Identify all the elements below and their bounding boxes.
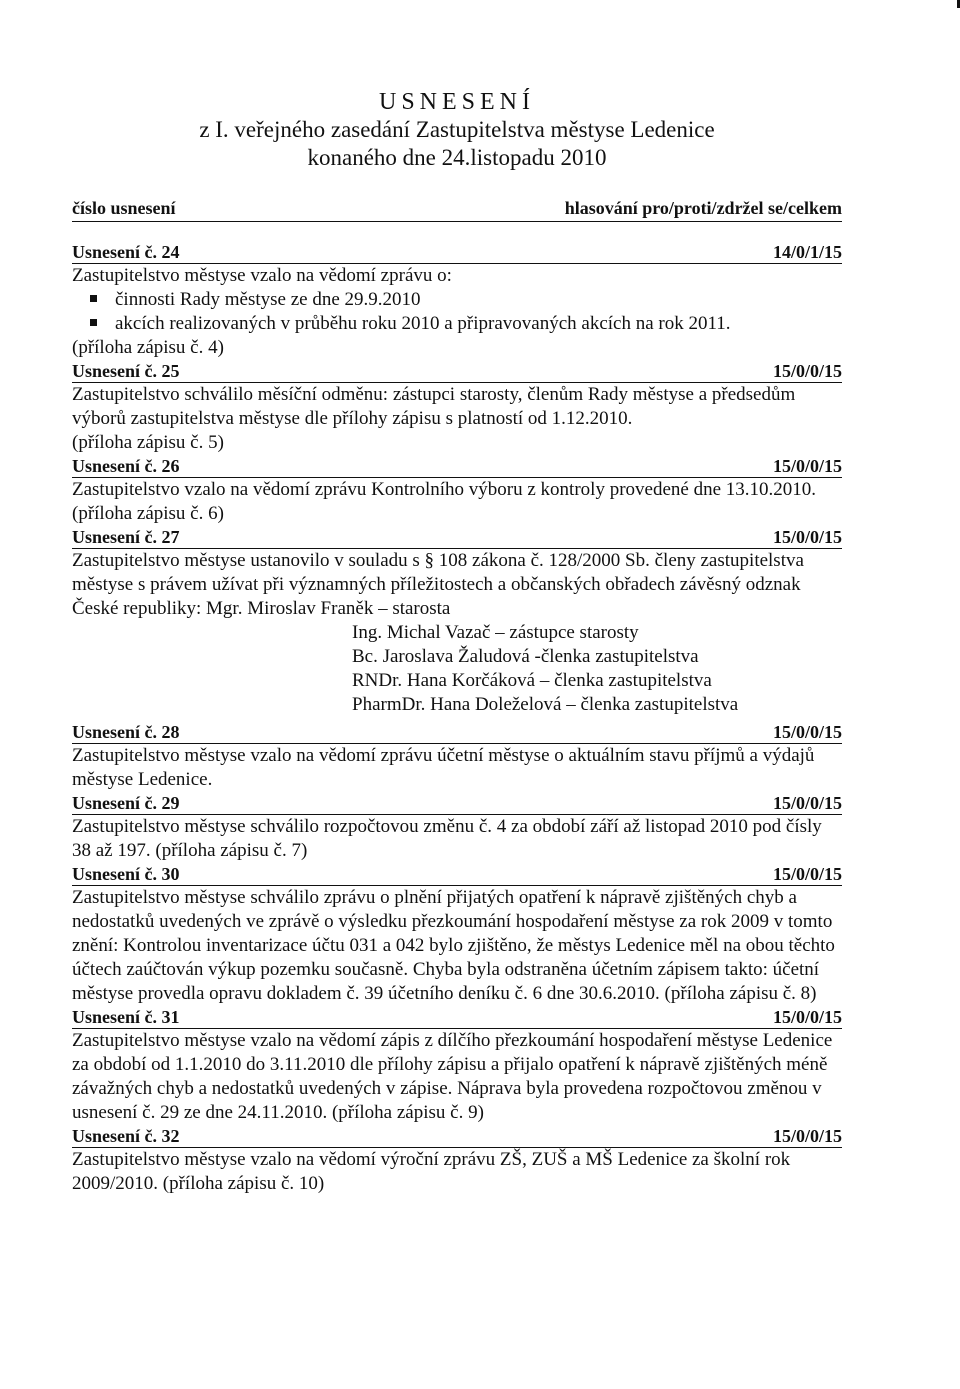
list-item <box>72 288 842 312</box>
resolution-27 <box>72 526 842 717</box>
list-item: Ing. Michal Vazač – zástupce starosty <box>352 622 639 643</box>
resolution-30 <box>72 863 842 1006</box>
column-vote-label: hlasování pro/proti/zdržel se/celkem <box>564 198 842 218</box>
resolution-24 <box>72 241 842 360</box>
resolution-number: Usnesení č. 26 <box>72 456 180 476</box>
bullet-icon <box>90 295 97 302</box>
resolution-text: Zastupitelstvo městyse vzalo na vědomí zápis z dílčího přezkoumání hospodaření městyse Ledenice za období od 1.1.2010 do 3.11.2010 dle přílohy zápisu a přijalo opatření k nápravě zjištěných méně závažných chyb a nedostatků uvedených v zápise. Náprava byla provedena rozpočtovou změnou v usnesení č. 29 ze dne 24.11.2010. (příloha zápisu č. 9) <box>72 1030 833 1123</box>
resolution-body <box>72 886 842 1006</box>
resolution-text: Zastupitelstvo městyse vzalo na vědomí zprávu účetní městyse o aktuálním stavu příjmů a výdajů městyse Ledenice. <box>72 745 815 790</box>
resolution-text: Zastupitelstvo městyse ustanovilo v souladu s § 108 zákona č. 128/2000 Sb. členy zastupitelstva městyse s právem užívat při významných příležitostech a občanských obřadech závěsný odznak České republiky: Mgr. Miroslav Franěk – starosta <box>72 550 804 619</box>
resolution-number: Usnesení č. 32 <box>72 1126 180 1146</box>
resolution-body <box>72 815 842 863</box>
column-header <box>72 196 842 222</box>
document-title: USNESENÍ <box>378 89 535 115</box>
resolution-vote: 14/0/1/15 <box>772 242 842 262</box>
resolution-31 <box>72 1006 842 1125</box>
resolution-body <box>72 549 842 717</box>
resolution-body <box>72 1148 842 1196</box>
list-item-text: akcích realizovaných v průběhu roku 2010 a připravovaných akcích na rok 2011. <box>115 313 731 334</box>
resolution-text: Zastupitelstvo městyse vzalo na vědomí výroční zprávu ZŠ, ZUŠ a MŠ Ledenice za školní rok 2009/2010. (příloha zápisu č. 10) <box>72 1149 791 1194</box>
resolution-number: Usnesení č. 29 <box>72 793 180 813</box>
resolution-body <box>72 1029 842 1125</box>
resolution-vote: 15/0/0/15 <box>772 456 842 476</box>
resolution-vote: 15/0/0/15 <box>772 793 842 813</box>
document-subtitle: z I. veřejného zasedání Zastupitelstva městyse Ledenice <box>199 117 715 142</box>
list-item-text: činnosti Rady městyse ze dne 29.9.2010 <box>115 289 421 310</box>
resolution-number: Usnesení č. 27 <box>72 527 180 547</box>
resolution-number: Usnesení č. 31 <box>72 1007 180 1027</box>
resolution-text: Zastupitelstvo městyse schválilo rozpočtovou změnu č. 4 za období září až listopad 2010 pod čísly 38 až 197. (příloha zápisu č. 7) <box>72 816 822 861</box>
resolution-number: Usnesení č. 28 <box>72 722 180 742</box>
resolution-32 <box>72 1125 842 1196</box>
member-list <box>352 621 842 717</box>
column-number-label: číslo usnesení <box>72 198 176 218</box>
resolution-header <box>72 1125 842 1148</box>
resolution-header <box>72 241 842 264</box>
resolution-text: Zastupitelstvo vzalo na vědomí zprávu Kontrolního výboru z kontroly provedené dne 13.10.2010. (příloha zápisu č. 6) <box>72 479 817 524</box>
resolution-number: Usnesení č. 30 <box>72 864 180 884</box>
resolution-header <box>72 455 842 478</box>
resolution-header <box>72 863 842 886</box>
resolution-header <box>72 721 842 744</box>
attachment-note: (příloha zápisu č. 5) <box>72 432 224 453</box>
resolution-header <box>72 792 842 815</box>
resolution-header <box>72 360 842 383</box>
resolution-vote: 15/0/0/15 <box>772 1126 842 1146</box>
resolution-header <box>72 526 842 549</box>
document-header <box>72 88 842 172</box>
list-item <box>72 312 842 336</box>
resolution-body <box>72 744 842 792</box>
document-page <box>72 88 842 1196</box>
resolution-bullet-list <box>72 288 842 336</box>
resolution-26 <box>72 455 842 526</box>
resolution-text: Zastupitelstvo schválilo měsíční odměnu: zástupci starosty, členům Rady městyse a předsedům výborů zastupitelstva městyse dle přílohy zápisu s platností od 1.12.2010. <box>72 384 796 429</box>
resolution-header <box>72 1006 842 1029</box>
resolution-29 <box>72 792 842 863</box>
resolution-intro: Zastupitelstvo městyse vzalo na vědomí zprávu o: <box>72 265 452 286</box>
resolution-number: Usnesení č. 24 <box>72 242 180 262</box>
attachment-note: (příloha zápisu č. 4) <box>72 337 224 358</box>
bullet-icon <box>90 319 97 326</box>
list-item: Bc. Jaroslava Žaludová -členka zastupitelstva <box>352 646 699 667</box>
list-item: PharmDr. Hana Doleželová – členka zastupitelstva <box>352 694 739 715</box>
resolution-body <box>72 383 842 455</box>
resolution-body <box>72 478 842 526</box>
resolution-vote: 15/0/0/15 <box>772 722 842 742</box>
resolution-vote: 15/0/0/15 <box>772 527 842 547</box>
resolution-vote: 15/0/0/15 <box>772 1007 842 1027</box>
resolution-28 <box>72 721 842 792</box>
resolution-25 <box>72 360 842 455</box>
resolution-text: Zastupitelstvo městyse schválilo zprávu o plnění přijatých opatření k nápravě zjištěných chyb a nedostatků uvedených ve zprávě o výsledku přezkoumání hospodaření městyse za rok 2009 v tomto znění: Kontrolou inventarizace účtu 031 a 042 bylo zjištěno, že městys Ledenice měl na obou těchto účtech zaúčtován výkup pozemku současně. Chyba byla odstraněna účetním zápisem takto: účetní městyse provedla opravu dokladem č. 39 účetního deníku č. 6 dne 30.6.2010. (příloha zápisu č. 8) <box>72 887 835 1004</box>
resolution-number: Usnesení č. 25 <box>72 361 180 381</box>
resolution-vote: 15/0/0/15 <box>772 361 842 381</box>
resolution-vote: 15/0/0/15 <box>772 864 842 884</box>
meeting-date: konaného dne 24.listopadu 2010 <box>307 145 607 170</box>
resolution-body <box>72 264 842 360</box>
list-item: RNDr. Hana Korčáková – členka zastupitelstva <box>352 670 712 691</box>
